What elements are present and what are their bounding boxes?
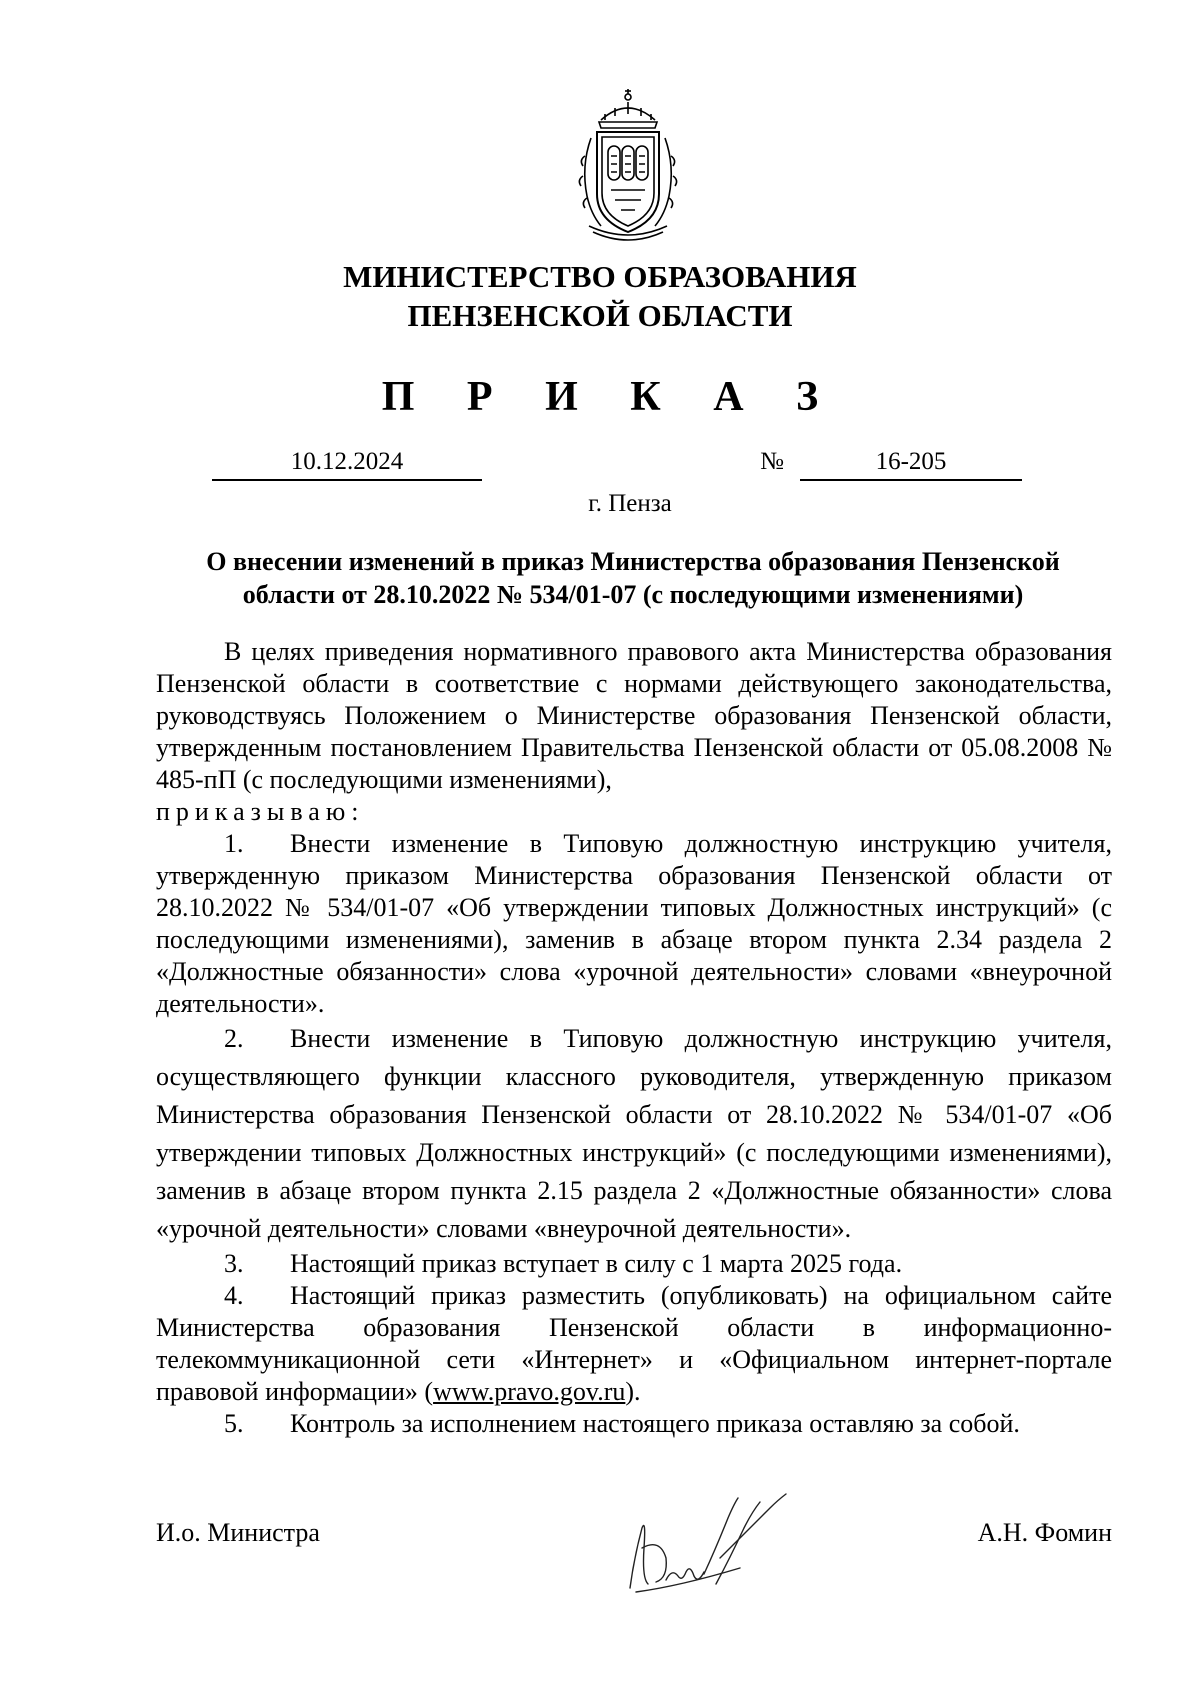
item-number: 1. [224,829,244,858]
item-text: Внести изменение в Типовую должностную инструкцию учителя, осуществляющего функции классного руководителя, утвержденную приказом Министерства образования Пензенской области от 28.10.2022 № 534/01-07 «Об утверждении типовых Должностных инструкций» (с последующими изменениями), заменив в абзаце втором пункта 2.15 раздела 2 «Должностные обязанности» слова «урочной деятельности» словами «внеурочной деятельности». [156,1024,1112,1243]
order-date: 10.12.2024 [290,448,404,475]
ministry-name-line2: ПЕНЗЕНСКОЙ ОБЛАСТИ [407,298,793,333]
item-number: 2. [224,1024,244,1053]
list-item [156,828,1112,1020]
list-item [156,1020,1112,1248]
date-underline [212,479,482,481]
order-word: приказываю: [156,797,365,826]
order-body [156,636,1112,1440]
item-number: 5. [224,1409,244,1438]
number-underline [800,479,1022,481]
order-subject: О внесении изменений в приказ Министерства образования Пензенской области от 28.10.2022 № 534/01-07 (с последующими изменениями) [206,547,1060,609]
handwritten-signature [620,1488,800,1598]
item-text: Настоящий приказ разместить (опубликовать) на официальном сайте Министерства образования Пензенской области в информационно-телекоммуникационной сети «Интернет» и «Официальном интернет-портале правовой информации» ( [156,1281,1112,1406]
list-item [156,1248,1112,1280]
item-text: Внести изменение в Типовую должностную инструкцию учителя, утвержденную приказом Министерства образования Пензенской области от 28.10.2022 № 534/01-07 «Об утверждении типовых Должностных инструкций» (с последующими изменениями), заменив в абзаце втором пункта 2.34 раздела 2 «Должностные обязанности» слова «урочной деятельности» словами «внеурочной деятельности». [156,829,1112,1018]
coat-of-arms-emblem [571,86,685,244]
signatory-title: И.о. Министра [156,1518,320,1547]
item-number: 3. [224,1249,244,1278]
order-number: 16-205 [875,448,947,475]
list-item [156,1408,1112,1440]
preamble-paragraph [156,636,1112,828]
preamble-text: В целях приведения нормативного правового акта Министерства образования Пензенской области в соответствие с нормами действующего законодательства, руководствуясь Положением о Министерстве образования Пензенской области, утвержденным постановлением Правительства Пензенской области от 05.08.2008 № 485-пП (с последующими изменениями), [156,637,1112,794]
item-text: Контроль за исполнением настоящего приказа оставляю за собой. [290,1409,1020,1438]
pravo-gov-link[interactable]: www.pravo.gov.ru [433,1377,626,1406]
ministry-name-line1: МИНИСТЕРСТВО ОБРАЗОВАНИЯ [343,259,857,294]
item-number: 4. [224,1281,244,1310]
document-type-title: П Р И К А З [381,374,840,420]
number-sign: № [760,448,784,475]
signatory-name: А.Н. Фомин [977,1518,1112,1547]
city: г. Пенза [588,490,672,517]
item-text: Настоящий приказ вступает в силу с 1 марта 2025 года. [290,1249,903,1278]
item-text-end: ). [625,1377,641,1406]
list-item [156,1280,1112,1408]
